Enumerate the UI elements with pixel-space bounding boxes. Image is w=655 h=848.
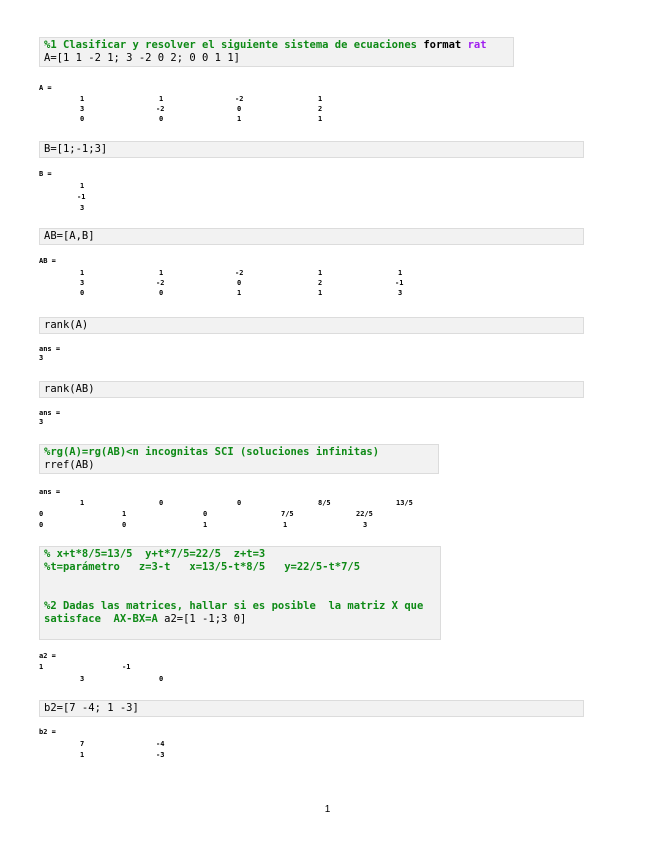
page-number: 1 <box>324 804 331 815</box>
code-line: rref(AB) <box>44 459 95 471</box>
matrix-cell: 1 <box>80 499 85 507</box>
matrix-cell: 0 <box>237 499 242 507</box>
comment-line: % x+t*8/5=13/5 y+t*7/5=22/5 z+t=3 <box>44 548 266 560</box>
matrix-cell: 1 <box>159 269 164 277</box>
matrix-cell: 3 <box>80 204 85 212</box>
matrix-cell: 0 <box>203 510 208 518</box>
code-line: B=[1;-1;3] <box>44 143 108 155</box>
matrix-cell: 3 <box>80 105 85 113</box>
matrix-cell: 0 <box>80 115 85 123</box>
matrix-cell: -1 <box>395 279 404 287</box>
matrix-cell: 0 <box>39 510 44 518</box>
matrix-cell: 13/5 <box>396 499 413 507</box>
code-line: AB=[A,B] <box>44 230 95 242</box>
matrix-cell: 1 <box>318 115 323 123</box>
code-block-4[interactable] <box>39 317 584 334</box>
output-label: AB = <box>39 257 56 265</box>
matrix-cell: -4 <box>156 740 165 748</box>
matrix-cell: 1 <box>80 95 85 103</box>
output-label: ans = <box>39 409 61 417</box>
comment-line: %2 Dadas las matrices, hallar si es posible la matriz X que <box>44 600 424 612</box>
output-label: B = <box>39 170 52 178</box>
code-block-3[interactable] <box>39 228 584 245</box>
matrix-cell: -2 <box>156 105 165 113</box>
code-line: rank(AB) <box>44 383 95 395</box>
matrix-cell: 0 <box>159 289 164 297</box>
matrix-cell: 0 <box>159 115 164 123</box>
matrix-cell: -1 <box>122 663 131 671</box>
matrix-cell: -2 <box>235 95 244 103</box>
output-value: 3 <box>39 354 44 362</box>
matrix-cell: 3 <box>398 289 403 297</box>
matrix-cell: 1 <box>159 95 164 103</box>
output-label: ans = <box>39 488 61 496</box>
output-label: a2 = <box>39 652 56 660</box>
matrix-cell: 1 <box>203 521 208 529</box>
code-block-8[interactable] <box>39 700 584 717</box>
matrix-cell: 3 <box>80 279 85 287</box>
output-label: ans = <box>39 345 61 353</box>
output-label: A = <box>39 84 52 92</box>
matrix-cell: 1 <box>237 289 242 297</box>
matrix-cell: -3 <box>156 751 165 759</box>
code-block-7[interactable] <box>39 546 441 640</box>
matrix-cell: 1 <box>318 269 323 277</box>
code-block-6[interactable] <box>39 444 439 474</box>
comment-line: %t=parámetro z=3-t x=13/5-t*8/5 y=22/5-t*7/5 <box>44 561 361 573</box>
matrix-cell: -2 <box>235 269 244 277</box>
matrix-cell: 0 <box>39 521 44 529</box>
comment-line: satisface AX-BX=A <box>44 613 158 625</box>
code-line: A=[1 1 -2 1; 3 -2 0 2; 0 0 1 1] <box>44 52 240 64</box>
code-line: rank(A) <box>44 319 89 331</box>
code-block-5[interactable] <box>39 381 584 398</box>
matrix-cell: 0 <box>159 675 164 683</box>
comment-line: %rg(A)=rg(AB)<n incognitas SCI (soluciones infinitas) <box>44 446 380 458</box>
keyword-format: format <box>423 39 462 51</box>
code-line: a2=[1 -1;3 0] <box>157 613 247 625</box>
keyword-arg: rat <box>467 39 487 51</box>
matrix-cell: 1 <box>39 663 44 671</box>
matrix-cell: 1 <box>283 521 288 529</box>
matrix-cell: 7/5 <box>281 510 294 518</box>
matrix-cell: 0 <box>122 521 127 529</box>
matrix-cell: 1 <box>80 182 85 190</box>
matrix-cell: -2 <box>156 279 165 287</box>
matrix-cell: 0 <box>159 499 164 507</box>
matrix-cell: 3 <box>363 521 368 529</box>
matrix-cell: 3 <box>80 675 85 683</box>
matrix-cell: 0 <box>80 289 85 297</box>
matrix-cell: 22/5 <box>356 510 373 518</box>
matrix-cell: 1 <box>237 115 242 123</box>
matrix-cell: 1 <box>398 269 403 277</box>
output-value: 3 <box>39 418 44 426</box>
code-line: b2=[7 -4; 1 -3] <box>44 702 139 714</box>
matrix-cell: -1 <box>77 193 86 201</box>
matrix-cell: 0 <box>237 279 242 287</box>
matrix-cell: 1 <box>80 751 85 759</box>
matrix-cell: 8/5 <box>318 499 331 507</box>
matrix-cell: 1 <box>122 510 127 518</box>
matrix-cell: 1 <box>318 95 323 103</box>
code-block-2[interactable] <box>39 141 584 158</box>
code-block-1[interactable] <box>39 37 514 67</box>
matrix-cell: 0 <box>237 105 242 113</box>
matrix-cell: 1 <box>80 269 85 277</box>
comment-line: %1 Clasificar y resolver el siguiente sistema de ecuaciones <box>44 39 417 51</box>
matrix-cell: 2 <box>318 279 323 287</box>
matrix-cell: 2 <box>318 105 323 113</box>
matrix-cell: 1 <box>318 289 323 297</box>
output-label: b2 = <box>39 728 56 736</box>
matrix-cell: 7 <box>80 740 85 748</box>
